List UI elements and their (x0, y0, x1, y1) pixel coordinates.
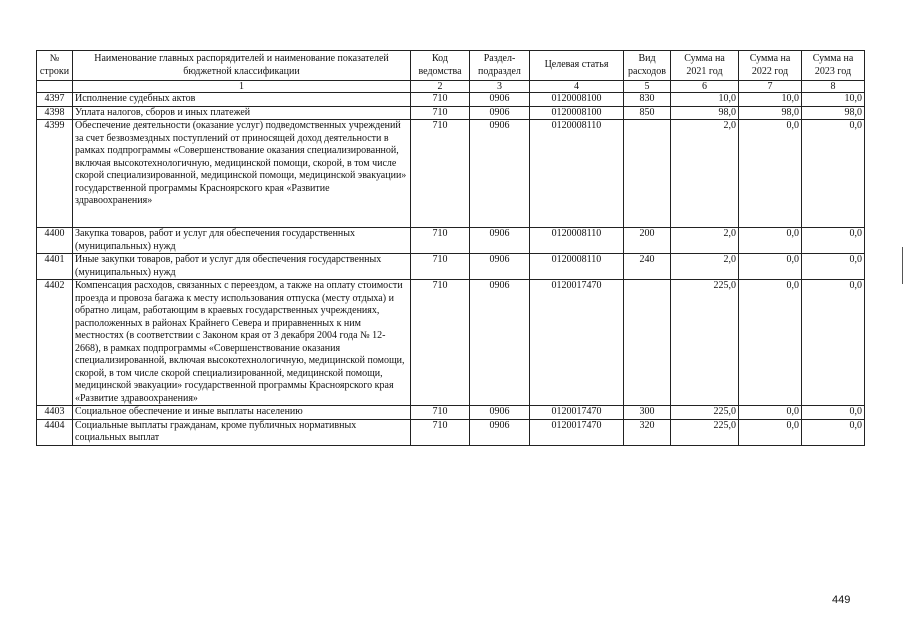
row-number: 4402 (37, 280, 73, 406)
row-target: 0120017470 (530, 419, 624, 445)
row-sum-2022: 0,0 (739, 254, 802, 280)
header-sum-2023: Сумма на 2023 год (802, 51, 865, 81)
row-code: 710 (411, 120, 470, 228)
row-expense (624, 120, 671, 228)
row-code: 710 (411, 280, 470, 406)
row-section: 0906 (470, 106, 530, 120)
row-target: 0120008110 (530, 120, 624, 228)
row-sum-2022: 0,0 (739, 419, 802, 445)
row-number: 4397 (37, 93, 73, 107)
row-name: Иные закупки товаров, работ и услуг для обеспечения государственных (муниципальных) нужд (73, 254, 411, 280)
row-target: 0120008100 (530, 93, 624, 107)
table-row (37, 120, 865, 228)
row-section: 0906 (470, 406, 530, 420)
row-sum-2021: 2,0 (671, 120, 739, 228)
row-sum-2023: 0,0 (802, 419, 865, 445)
row-code: 710 (411, 106, 470, 120)
row-number: 4400 (37, 228, 73, 254)
row-target: 0120008110 (530, 254, 624, 280)
row-sum-2021: 225,0 (671, 280, 739, 406)
row-section: 0906 (470, 228, 530, 254)
row-name: Уплата налогов, сборов и иных платежей (73, 106, 411, 120)
header-sum-2022: Сумма на 2022 год (739, 51, 802, 81)
header-row-no: № строки (37, 51, 73, 81)
column-number: 5 (624, 81, 671, 93)
row-section: 0906 (470, 280, 530, 406)
row-target: 0120017470 (530, 280, 624, 406)
row-name: Закупка товаров, работ и услуг для обеспечения государственных (муниципальных) нужд (73, 228, 411, 254)
row-target: 0120008100 (530, 106, 624, 120)
scan-edge-mark (902, 247, 903, 284)
row-sum-2021: 2,0 (671, 228, 739, 254)
row-expense: 200 (624, 228, 671, 254)
row-sum-2023: 98,0 (802, 106, 865, 120)
column-number: 7 (739, 81, 802, 93)
table-row (37, 280, 865, 406)
row-sum-2021: 2,0 (671, 254, 739, 280)
row-name: Социальное обеспечение и иные выплаты населению (73, 406, 411, 420)
row-name: Обеспечение деятельности (оказание услуг) подведомственных учреждений за счет безвозмездных поступлений от приносящей доход деятельности в рамках подпрограммы «Совершенствование оказания специализированной, включая высокотехнологичную, медицинской помощи, скорой, в том числе скорой специализированной, медицинской помощи, медицинской эвакуации» государственной программы Красноярского края «Развитие здравоохранения» (73, 120, 411, 228)
row-expense (624, 280, 671, 406)
row-name: Компенсация расходов, связанных с переездом, а также на оплату стоимости проезда и провоза багажа к месту использования отпуска (месту отдыха) и обратно лицам, работающим в краевых государственных учреждениях, расположенных в районах Крайнего Севера и приравненных к ним местностях (в соответствии с Законом края от 3 декабря 2004 года № 12-2668), в рамках подпрограммы «Совершенствование оказания специализированной, включая высокотехнологичную, медицинской помощи, скорой, в том числе скорой специализированной, медицинской помощи, медицинской эвакуации» государственной программы Красноярского края «Развитие здравоохранения» (73, 280, 411, 406)
page-number: 449 (832, 594, 851, 606)
row-section: 0906 (470, 93, 530, 107)
row-expense: 850 (624, 106, 671, 120)
row-sum-2023: 0,0 (802, 120, 865, 228)
row-number: 4401 (37, 254, 73, 280)
row-sum-2023: 0,0 (802, 406, 865, 420)
row-sum-2021: 225,0 (671, 419, 739, 445)
row-code: 710 (411, 228, 470, 254)
column-number: 4 (530, 81, 624, 93)
budget-table (36, 50, 865, 446)
row-expense: 830 (624, 93, 671, 107)
row-sum-2022: 0,0 (739, 120, 802, 228)
row-sum-2022: 10,0 (739, 93, 802, 107)
row-sum-2022: 0,0 (739, 228, 802, 254)
row-section: 0906 (470, 254, 530, 280)
row-sum-2023: 0,0 (802, 254, 865, 280)
row-sum-2021: 98,0 (671, 106, 739, 120)
row-number: 4398 (37, 106, 73, 120)
row-section: 0906 (470, 419, 530, 445)
row-sum-2022: 98,0 (739, 106, 802, 120)
row-sum-2023: 10,0 (802, 93, 865, 107)
table-row (37, 228, 865, 254)
row-name: Социальные выплаты гражданам, кроме публичных нормативных социальных выплат (73, 419, 411, 445)
table-row (37, 406, 865, 420)
table-row (37, 93, 865, 107)
row-code: 710 (411, 93, 470, 107)
row-expense: 320 (624, 419, 671, 445)
row-number: 4399 (37, 120, 73, 228)
row-expense: 240 (624, 254, 671, 280)
row-sum-2021: 10,0 (671, 93, 739, 107)
row-code: 710 (411, 254, 470, 280)
header-target: Целевая статья (530, 51, 624, 81)
row-target: 0120017470 (530, 406, 624, 420)
column-number (37, 81, 73, 93)
column-number-row (37, 81, 865, 93)
row-section: 0906 (470, 120, 530, 228)
header-sum-2021: Сумма на 2021 год (671, 51, 739, 81)
column-number: 1 (73, 81, 411, 93)
column-number: 3 (470, 81, 530, 93)
table-row (37, 106, 865, 120)
row-number: 4404 (37, 419, 73, 445)
header-name: Наименование главных распорядителей и наименование показателей бюджетной классификации (73, 51, 411, 81)
table-row (37, 254, 865, 280)
row-sum-2022: 0,0 (739, 406, 802, 420)
row-code: 710 (411, 406, 470, 420)
column-number: 8 (802, 81, 865, 93)
column-number: 6 (671, 81, 739, 93)
header-row (37, 51, 865, 81)
header-section: Раздел-подраздел (470, 51, 530, 81)
row-sum-2023: 0,0 (802, 228, 865, 254)
row-sum-2021: 225,0 (671, 406, 739, 420)
row-number: 4403 (37, 406, 73, 420)
row-target: 0120008110 (530, 228, 624, 254)
row-sum-2023: 0,0 (802, 280, 865, 406)
table-row (37, 419, 865, 445)
column-number: 2 (411, 81, 470, 93)
row-code: 710 (411, 419, 470, 445)
row-name: Исполнение судебных актов (73, 93, 411, 107)
header-expense: Вид расходов (624, 51, 671, 81)
row-expense: 300 (624, 406, 671, 420)
row-sum-2022: 0,0 (739, 280, 802, 406)
header-code: Код ведомства (411, 51, 470, 81)
